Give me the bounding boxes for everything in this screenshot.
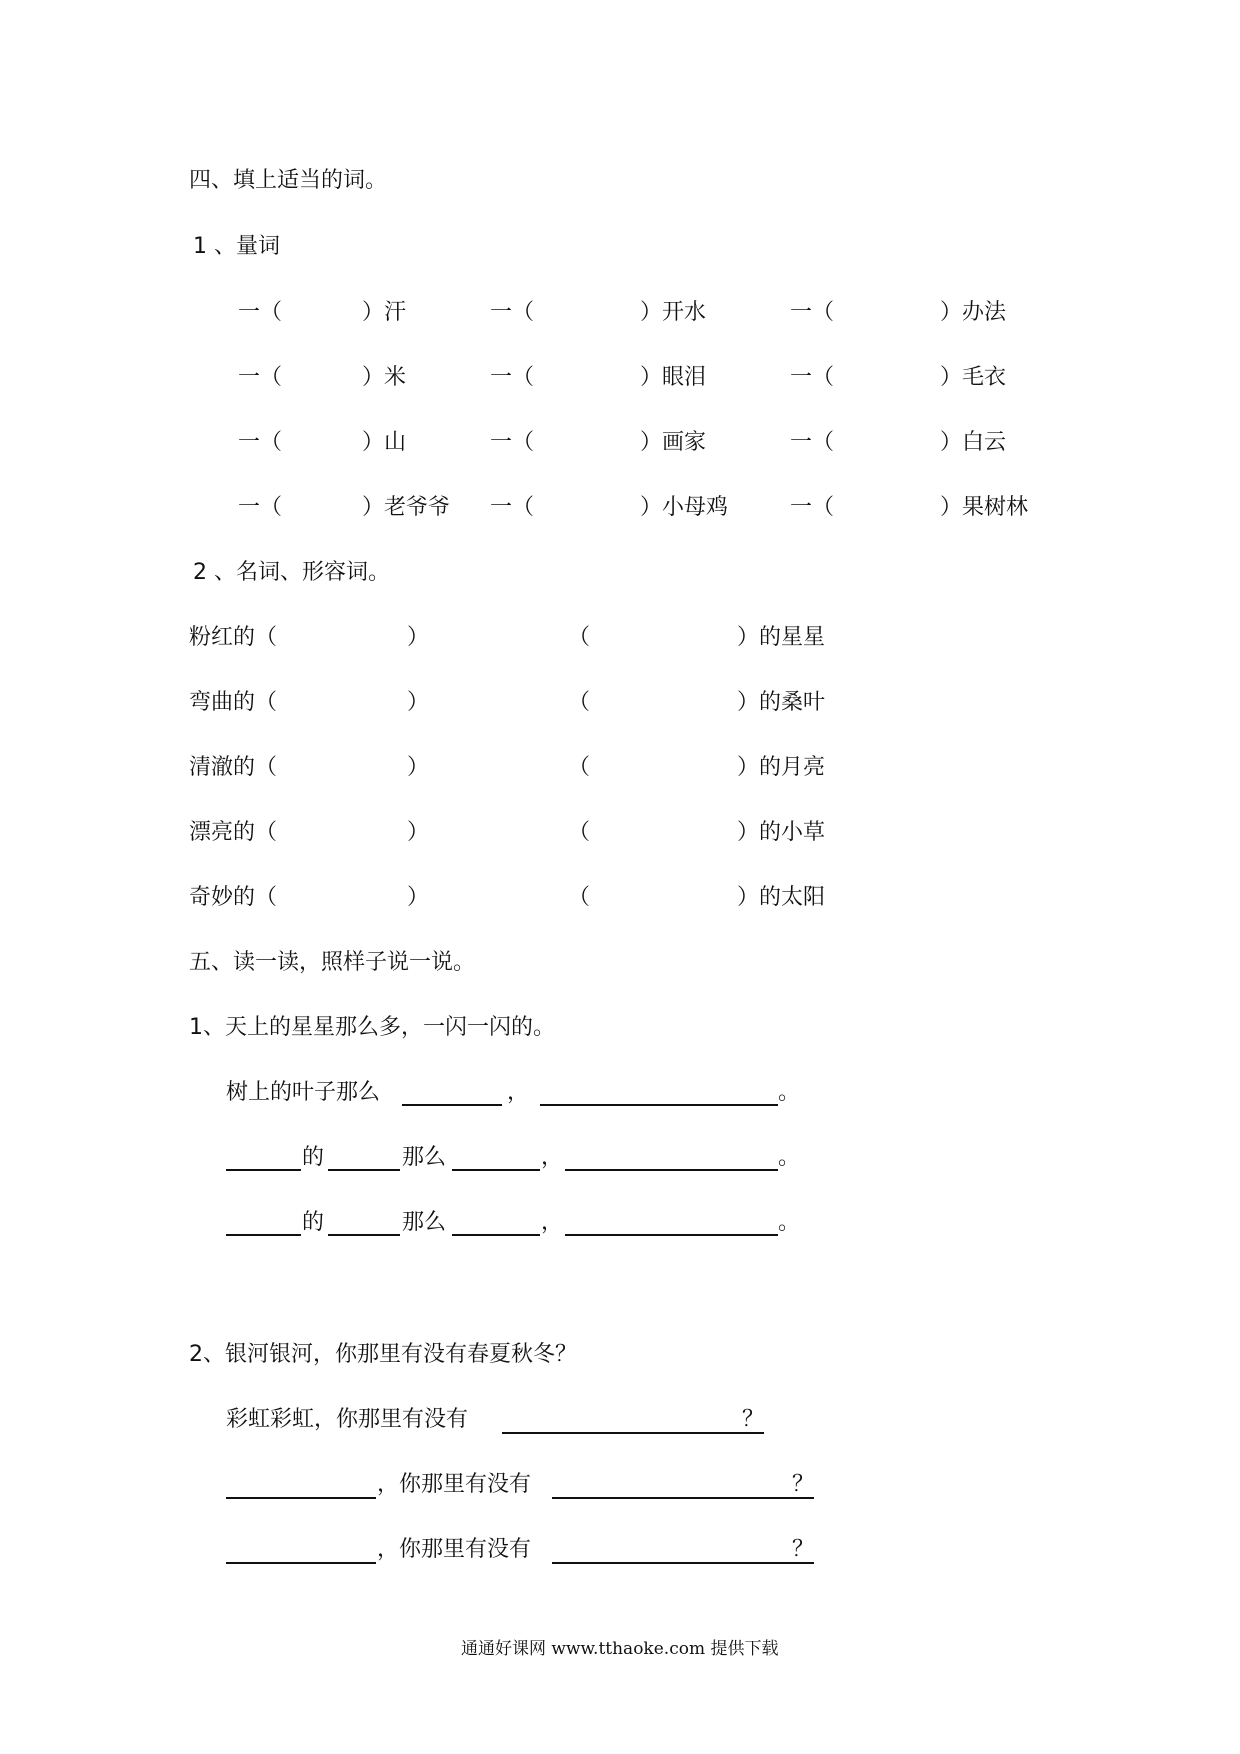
period: 。 <box>778 1145 801 1170</box>
measure-word-suffix: ）米 <box>362 365 407 390</box>
measure-word-suffix: ）画家 <box>640 430 707 455</box>
blank-line <box>328 1169 400 1171</box>
q2-comma-text: ，你那里有没有 <box>377 1537 532 1562</box>
comma: ， <box>541 1145 564 1170</box>
bracket-open: （ <box>568 885 591 910</box>
bracket-close: ） <box>407 690 430 715</box>
measure-word-prefix: 一（ <box>238 300 283 325</box>
measure-word-prefix: 一（ <box>238 430 283 455</box>
q1-line1-text: 树上的叶子那么 <box>226 1080 381 1105</box>
blank-line <box>565 1234 778 1236</box>
period: 。 <box>778 1210 801 1235</box>
blank-line <box>552 1497 814 1499</box>
section-4-title: 四、填上适当的词。 <box>189 168 388 193</box>
blank-line <box>402 1104 502 1106</box>
measure-word-suffix: ）眼泪 <box>640 365 707 390</box>
measure-word-suffix: ）山 <box>362 430 407 455</box>
blank-line <box>226 1234 301 1236</box>
section-5-title: 五、读一读，照样子说一说。 <box>189 950 476 975</box>
blank-line <box>226 1169 301 1171</box>
adjective-prefix: 奇妙的（ <box>189 885 278 910</box>
bracket-open: （ <box>568 690 591 715</box>
bracket-open: （ <box>568 755 591 780</box>
blank-line <box>226 1497 376 1499</box>
q1-example: 1、天上的星星那么多，一闪一闪的。 <box>189 1015 555 1040</box>
blank-line <box>452 1169 540 1171</box>
blank-line <box>552 1562 814 1564</box>
bracket-close: ） <box>407 755 430 780</box>
measure-word-prefix: 一（ <box>790 495 835 520</box>
measure-word-prefix: 一（ <box>790 430 835 455</box>
part-1-label: 1 、量词 <box>193 234 280 259</box>
adjective-prefix: 粉红的（ <box>189 625 278 650</box>
noun-suffix: ）的星星 <box>737 625 826 650</box>
comma: ， <box>507 1080 530 1105</box>
noun-suffix: ）的太阳 <box>737 885 826 910</box>
adjective-prefix: 弯曲的（ <box>189 690 278 715</box>
measure-word-suffix: ）毛衣 <box>940 365 1007 390</box>
noun-suffix: ）的桑叶 <box>737 690 826 715</box>
blank-line <box>540 1104 778 1106</box>
blank-line <box>502 1432 764 1434</box>
comma: ， <box>541 1210 564 1235</box>
measure-word-suffix: ）小母鸡 <box>640 495 729 520</box>
noun-suffix: ）的小草 <box>737 820 826 845</box>
measure-word-suffix: ）开水 <box>640 300 707 325</box>
question-mark: ？ <box>792 1537 815 1562</box>
bracket-open: （ <box>568 820 591 845</box>
period: 。 <box>778 1080 801 1105</box>
bracket-close: ） <box>407 820 430 845</box>
measure-word-suffix: ）果树林 <box>940 495 1029 520</box>
q2-comma-text: ，你那里有没有 <box>377 1472 532 1497</box>
adjective-prefix: 清澈的（ <box>189 755 278 780</box>
measure-word-prefix: 一（ <box>790 365 835 390</box>
footer-text: 通通好课网 www.tthaoke.com 提供下载 <box>461 1639 779 1659</box>
measure-word-prefix: 一（ <box>238 365 283 390</box>
blank-line <box>565 1169 778 1171</box>
part-2-label: 2 、名词、形容词。 <box>193 560 390 585</box>
blank-line <box>328 1234 400 1236</box>
pattern-de: 的 <box>302 1210 325 1235</box>
measure-word-prefix: 一（ <box>490 430 535 455</box>
bracket-close: ） <box>407 885 430 910</box>
pattern-de: 的 <box>302 1145 325 1170</box>
measure-word-suffix: ）汗 <box>362 300 407 325</box>
measure-word-suffix: ）老爷爷 <box>362 495 451 520</box>
measure-word-prefix: 一（ <box>490 365 535 390</box>
measure-word-prefix: 一（ <box>238 495 283 520</box>
pattern-name: 那么 <box>402 1210 447 1235</box>
blank-line <box>452 1234 540 1236</box>
measure-word-prefix: 一（ <box>790 300 835 325</box>
blank-line <box>226 1562 376 1564</box>
measure-word-suffix: ）办法 <box>940 300 1007 325</box>
measure-word-prefix: 一（ <box>490 300 535 325</box>
pattern-name: 那么 <box>402 1145 447 1170</box>
measure-word-prefix: 一（ <box>490 495 535 520</box>
q2-line1-text: 彩虹彩虹，你那里有没有 <box>226 1407 469 1432</box>
measure-word-suffix: ）白云 <box>940 430 1007 455</box>
bracket-close: ） <box>407 625 430 650</box>
adjective-prefix: 漂亮的（ <box>189 820 278 845</box>
question-mark: ？ <box>792 1472 815 1497</box>
noun-suffix: ）的月亮 <box>737 755 826 780</box>
q2-example: 2、银河银河，你那里有没有春夏秋冬？ <box>189 1342 577 1367</box>
bracket-open: （ <box>568 625 591 650</box>
question-mark: ？ <box>742 1407 765 1432</box>
